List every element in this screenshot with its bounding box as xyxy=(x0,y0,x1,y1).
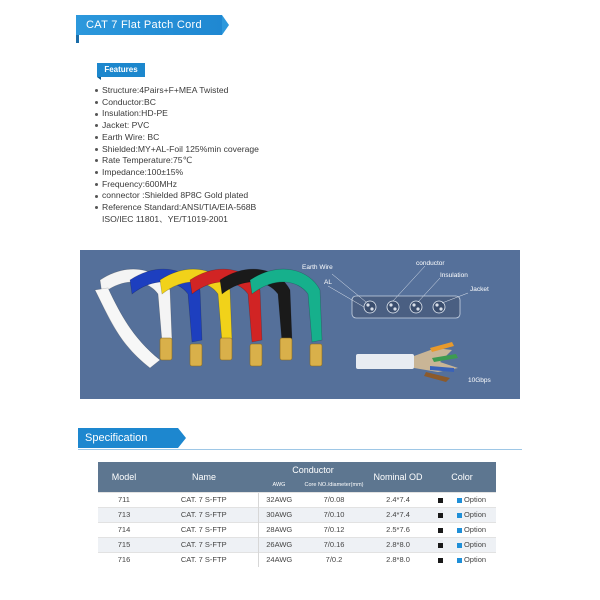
core-cell: 7/0.16 xyxy=(300,537,368,552)
name-cell: CAT. 7 S-FTP xyxy=(150,552,258,567)
model-cell: 713 xyxy=(98,507,150,522)
table-row xyxy=(98,537,496,552)
gold-plug xyxy=(220,338,232,360)
core-cell: 7/0.2 xyxy=(300,552,368,567)
feature-list xyxy=(95,85,259,225)
feature-item: Insulation:HD-PE xyxy=(95,108,259,120)
label-earth-wire: Earth Wire xyxy=(302,264,333,271)
feature-item: Frequency:600MHz xyxy=(95,179,259,191)
feature-item: Jacket: PVC xyxy=(95,120,259,132)
option-label: Option xyxy=(463,495,487,504)
feature-item: Earth Wire: BC xyxy=(95,132,259,144)
name-cell: CAT. 7 S-FTP xyxy=(150,492,258,507)
gold-plug xyxy=(190,344,202,366)
title-stem xyxy=(76,35,79,43)
white-cable-loop xyxy=(95,288,160,368)
black-swatch xyxy=(438,543,443,548)
color-cell xyxy=(428,522,496,537)
nominal-od-cell: 2.5*7.6 xyxy=(368,522,428,537)
name-cell: CAT. 7 S-FTP xyxy=(150,537,258,552)
model-cell: 711 xyxy=(98,492,150,507)
blue-swatch xyxy=(457,498,462,503)
feature-item: Shielded:MY+AL-Foil 125%min coverage xyxy=(95,144,259,156)
table-row xyxy=(98,492,496,507)
label-insulation: Insulation xyxy=(440,272,468,279)
blue-swatch xyxy=(457,558,462,563)
color-cell xyxy=(428,552,496,567)
nominal-od-cell: 2.8*8.0 xyxy=(368,537,428,552)
header-name: Name xyxy=(150,462,258,492)
gold-plug xyxy=(280,338,292,360)
header-core: Core NO./diameter(mm) xyxy=(300,478,368,492)
header-model: Model xyxy=(98,462,150,492)
table-row xyxy=(98,552,496,567)
awg-cell: 32AWG xyxy=(258,492,300,507)
specification-table xyxy=(98,462,496,567)
label-jacket: Jacket xyxy=(470,286,489,293)
option-label: Option xyxy=(463,555,487,565)
specification-header-notch xyxy=(178,428,186,448)
awg-cell: 28AWG xyxy=(258,522,300,537)
name-cell: CAT. 7 S-FTP xyxy=(150,522,258,537)
gold-plug xyxy=(160,338,172,360)
core-cell: 7/0.08 xyxy=(300,492,368,507)
cable-end-image xyxy=(356,342,458,382)
page-title: CAT 7 Flat Patch Cord xyxy=(76,15,222,35)
blue-swatch xyxy=(457,513,462,518)
table-row xyxy=(98,522,496,537)
awg-cell: 30AWG xyxy=(258,507,300,522)
black-swatch xyxy=(438,528,443,533)
feature-item: Conductor:BC xyxy=(95,97,259,109)
awg-cell: 24AWG xyxy=(258,552,300,567)
nominal-od-cell: 2.4*7.4 xyxy=(368,507,428,522)
option-label: Option xyxy=(463,525,487,534)
label-al: AL xyxy=(324,279,332,286)
nominal-od-cell: 2.8*8.0 xyxy=(368,552,428,567)
awg-cell: 26AWG xyxy=(258,537,300,552)
black-swatch xyxy=(438,558,443,563)
nominal-od-cell: 2.4*7.4 xyxy=(368,492,428,507)
model-cell: 714 xyxy=(98,522,150,537)
color-cell xyxy=(428,537,496,552)
gold-plug xyxy=(310,344,322,366)
label-conductor: conductor xyxy=(416,260,445,267)
title-notch xyxy=(222,15,229,35)
model-cell: 716 xyxy=(98,552,150,567)
specification-divider xyxy=(78,449,522,450)
header-conductor: Conductor xyxy=(258,462,368,478)
specification-header: Specification xyxy=(78,428,178,448)
model-cell: 715 xyxy=(98,537,150,552)
core-cell: 7/0.10 xyxy=(300,507,368,522)
feature-item: connector :Shielded 8P8C Gold plated xyxy=(95,190,259,202)
feature-item: Structure:4Pairs+F+MEA Twisted xyxy=(95,85,259,97)
header-awg: AWG xyxy=(258,478,300,492)
flat-cables-image xyxy=(95,269,322,368)
label-speed: 10Gbps xyxy=(468,377,491,384)
feature-item: Impedance:100±15% xyxy=(95,167,259,179)
feature-item: Reference Standard:ANSI/TIA/EIA-568B xyxy=(95,202,259,214)
features-badge: Features xyxy=(97,63,145,77)
feature-item: Rate Temperature:75℃ xyxy=(95,155,259,167)
header-color: Color xyxy=(428,462,496,492)
table-row xyxy=(98,507,496,522)
black-swatch xyxy=(438,513,443,518)
feature-item-continuation: ISO/IEC 11801、YE/T1019-2001 xyxy=(102,213,228,224)
color-cell xyxy=(428,492,496,507)
gold-plug xyxy=(250,344,262,366)
cable-photo-band xyxy=(80,250,520,399)
header-nominal-od: Nominal OD xyxy=(368,462,428,492)
features-badge-tail xyxy=(97,77,101,80)
option-label: Option xyxy=(463,510,487,519)
color-cell xyxy=(428,507,496,522)
blue-swatch xyxy=(457,543,462,548)
black-swatch xyxy=(438,498,443,503)
core-cell: 7/0.12 xyxy=(300,522,368,537)
name-cell: CAT. 7 S-FTP xyxy=(150,507,258,522)
option-label: Option xyxy=(463,540,487,549)
blue-swatch xyxy=(457,528,462,533)
